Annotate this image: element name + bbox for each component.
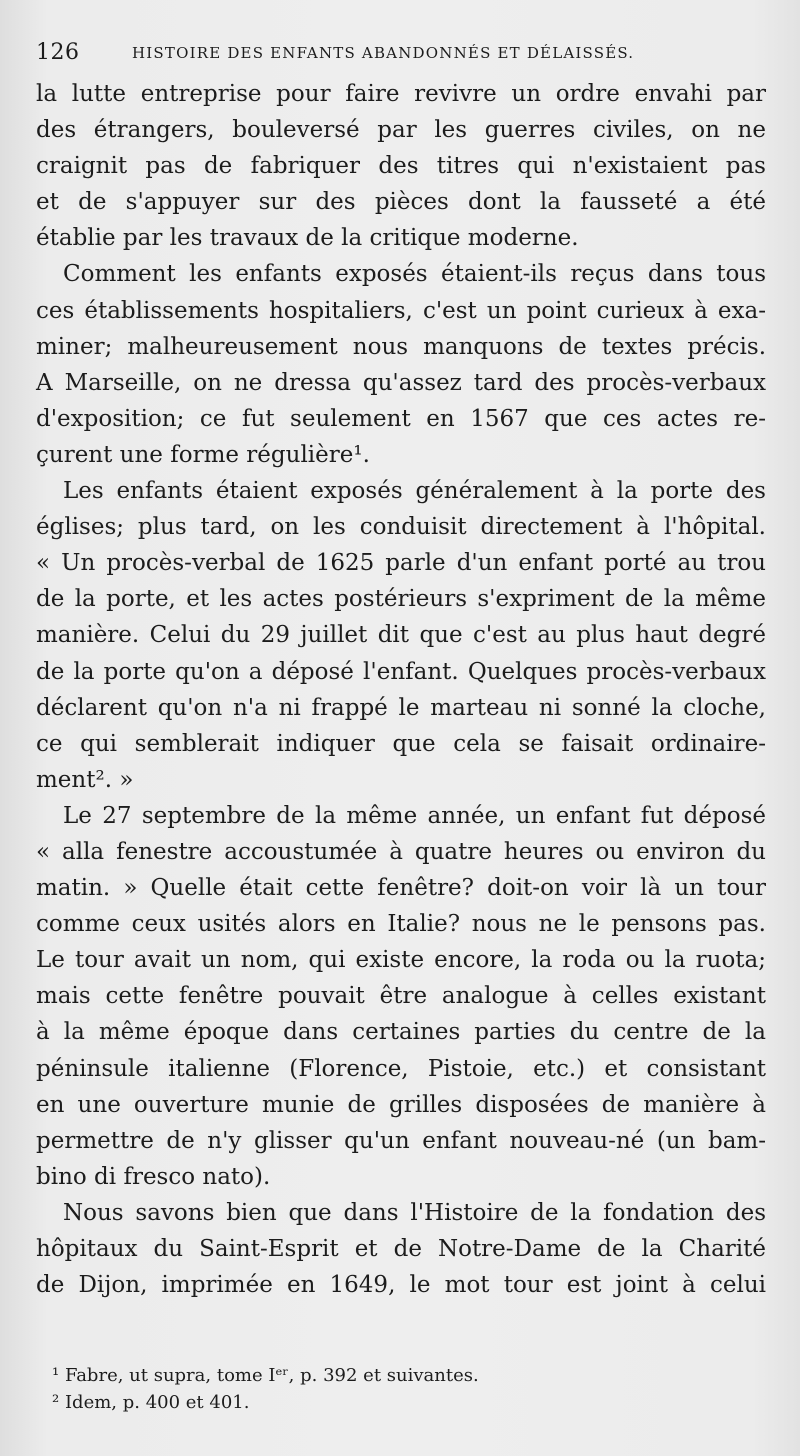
text-line: de la porte, et les actes postérieurs s'expriment de la même [36, 586, 766, 613]
text-line: ce qui semblerait indiquer que cela se faisait ordinaire- [36, 730, 766, 757]
running-title: HISTOIRE DES ENFANTS ABANDONNÉS ET DÉLAISSÉS. [132, 44, 635, 62]
footnote: ² Idem, p. 400 et 401. [52, 1392, 250, 1413]
text-line: « alla fenestre accoustumée à quatre heures ou environ du [36, 838, 766, 865]
text-line: établie par les travaux de la critique moderne. [36, 225, 579, 252]
text-line: « Un procès-verbal de 1625 parle d'un enfant porté au trou [36, 550, 766, 577]
text-line: ces établissements hospitaliers, c'est un point curieux à exa- [36, 297, 766, 324]
text-line: çurent une forme régulière¹. [36, 441, 370, 468]
text-line: bino di fresco nato). [36, 1163, 271, 1190]
text-line: d'exposition; ce fut seulement en 1567 que ces actes re- [36, 405, 766, 432]
text-line: péninsule italienne (Florence, Pistoie, etc.) et consistant [36, 1055, 766, 1082]
text-line: églises; plus tard, on les conduisit directement à l'hôpital. [36, 514, 766, 541]
text-line: A Marseille, on ne dressa qu'assez tard des procès-verbaux [36, 369, 766, 396]
text-line: Le 27 septembre de la même année, un enfant fut déposé [63, 802, 766, 829]
text-line: Les enfants étaient exposés généralement à la porte des [63, 478, 766, 505]
text-line: Comment les enfants exposés étaient-ils reçus dans tous [63, 261, 766, 288]
text-line: la lutte entreprise pour faire revivre un ordre envahi par [36, 81, 766, 107]
text-line: des étrangers, bouleversé par les guerres civiles, on ne [36, 117, 766, 144]
text-line: matin. » Quelle était cette fenêtre? doit-on voir là un tour [36, 875, 766, 902]
footnote: ¹ Fabre, ut supra, tome Iᵉʳ, p. 392 et suivantes. [52, 1365, 479, 1386]
page-header [36, 40, 766, 70]
text-line: et de s'appuyer sur des pièces dont la fausseté a été [36, 189, 766, 216]
text-line: en une ouverture munie de grilles disposées de manière à [36, 1091, 766, 1118]
body-text [36, 76, 766, 1303]
text-line: mais cette fenêtre pouvait être analogue à celles existant [36, 983, 766, 1010]
text-line: ment². » [36, 766, 134, 793]
text-line: manière. Celui du 29 juillet dit que c'est au plus haut degré [36, 622, 766, 649]
text-line: permettre de n'y glisser qu'un enfant nouveau-né (un bam- [36, 1127, 766, 1154]
text-line: Nous savons bien que dans l'Histoire de la fondation des [63, 1199, 766, 1226]
footnotes [52, 1362, 752, 1416]
text-line: hôpitaux du Saint-Esprit et de Notre-Dame de la Charité [36, 1236, 766, 1262]
text-line: de la porte qu'on a déposé l'enfant. Quelques procès-verbaux [36, 658, 766, 685]
text-line: Le tour avait un nom, qui existe encore, la roda ou la ruota; [36, 947, 766, 974]
text-line: craignit pas de fabriquer des titres qui n'existaient pas [36, 153, 766, 180]
text-line: comme ceux usités alors en Italie? nous ne le pensons pas. [36, 911, 766, 938]
page-number: 126 [36, 40, 80, 65]
text-line: à la même époque dans certaines parties du centre de la [36, 1019, 766, 1046]
text-line: déclarent qu'on n'a ni frappé le marteau ni sonné la cloche, [36, 694, 766, 721]
text-line: miner; malheureusement nous manquons de textes précis. [36, 333, 766, 360]
text-line: de Dijon, imprimée en 1649, le mot tour est joint à celui [36, 1272, 766, 1299]
